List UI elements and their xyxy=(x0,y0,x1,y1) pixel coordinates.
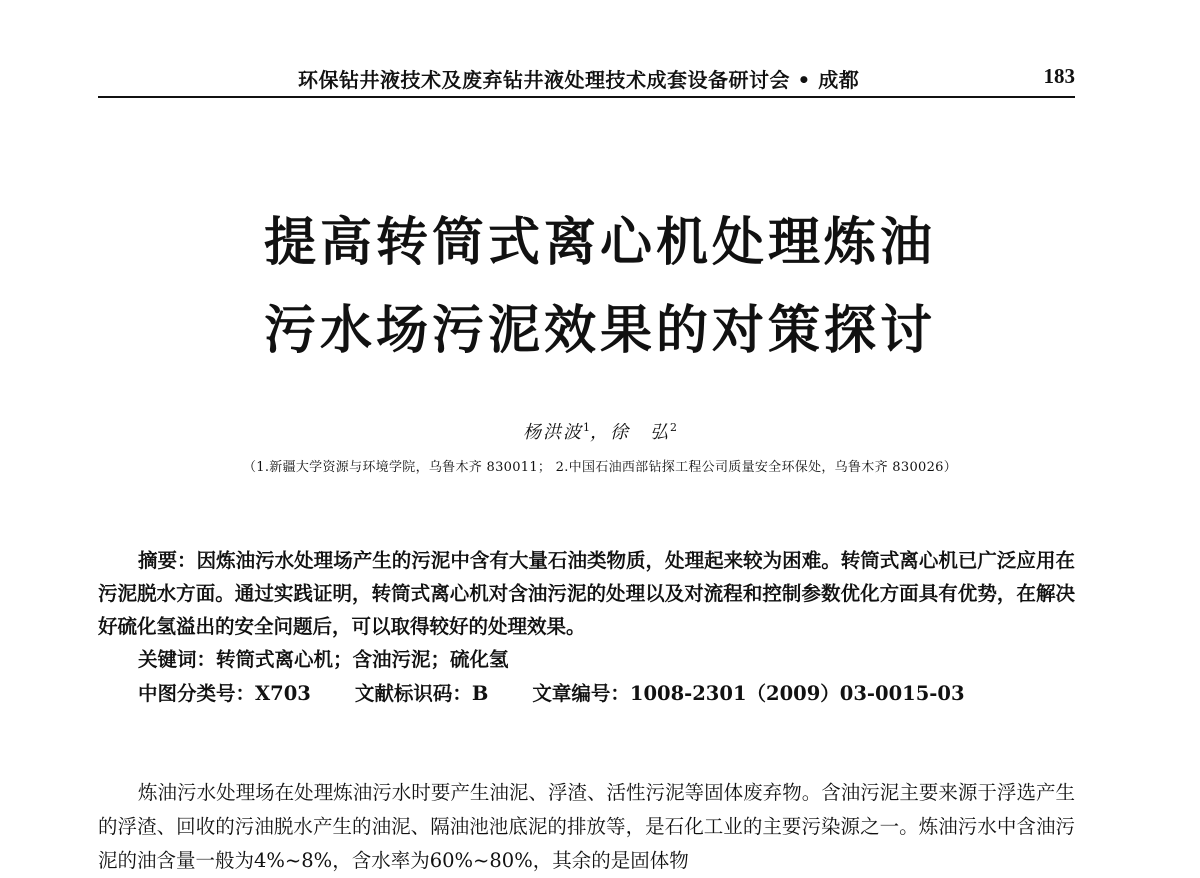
author-affiliation-mark: 1 xyxy=(583,421,590,434)
abstract-text: 因炼油污水处理场产生的污泥中含有大量石油类物质，处理起来较为困难。转筒式离心机已广泛应用在污泥脱水方面。通过实践证明，转筒式离心机对含油污泥的处理以及对流程和控制参数优化方面具有优势，在解决好硫化氢溢出的安全问题后，可以取得较好的处理效果。 xyxy=(98,549,1075,638)
clc-value: X703 xyxy=(255,682,311,705)
journal-title: 环保钻井液技术及废弃钻井液处理技术成套设备研讨会 • 成都 xyxy=(298,68,860,92)
author-list xyxy=(0,418,1200,444)
keywords-text: 转筒式离心机；含油污泥；硫化氢 xyxy=(216,648,509,671)
author-affiliation-mark: 2 xyxy=(670,421,677,434)
doc-code-label: 文献标识码： xyxy=(354,682,472,705)
keywords xyxy=(138,644,509,672)
classification-info xyxy=(138,678,965,706)
author-separator: ， xyxy=(590,422,610,443)
abstract xyxy=(98,544,1075,643)
author-name: 杨洪波 xyxy=(523,422,583,443)
article-id-value: 1008-2301（2009）03-0015-03 xyxy=(629,682,965,705)
paper-title-line-2: 污水场污泥效果的对策探讨 xyxy=(263,301,936,361)
body-paragraph: 炼油污水处理场在处理炼油污水时要产生油泥、浮渣、活性污泥等固体废弃物。含油污泥主要来源于浮选产生的浮渣、回收的污油脱水产生的油泥、隔油池池底泥的排放等，是石化工业的主要污染源之一。炼油污水中含油污泥的油含量一般为4%~8%，含水率为60%~80%，其余的是固体物 xyxy=(98,781,1075,872)
page-number: 183 xyxy=(1043,64,1075,88)
author-name: 徐 弘 xyxy=(610,422,670,443)
paper-title-line-1: 提高转筒式离心机处理炼油 xyxy=(263,213,936,273)
running-header xyxy=(98,58,1075,98)
keywords-label: 关键词： xyxy=(138,648,217,671)
clc-label: 中图分类号： xyxy=(138,682,256,705)
affiliation: （1.新疆大学资源与环境学院，乌鲁木齐 830011； 2.中国石油西部钻探工程公司质量安全环保处，乌鲁木齐 830026） xyxy=(242,460,958,475)
doc-code-value: B xyxy=(471,682,489,705)
abstract-label: 摘要： xyxy=(138,549,197,572)
article-id-label: 文章编号： xyxy=(532,682,630,705)
